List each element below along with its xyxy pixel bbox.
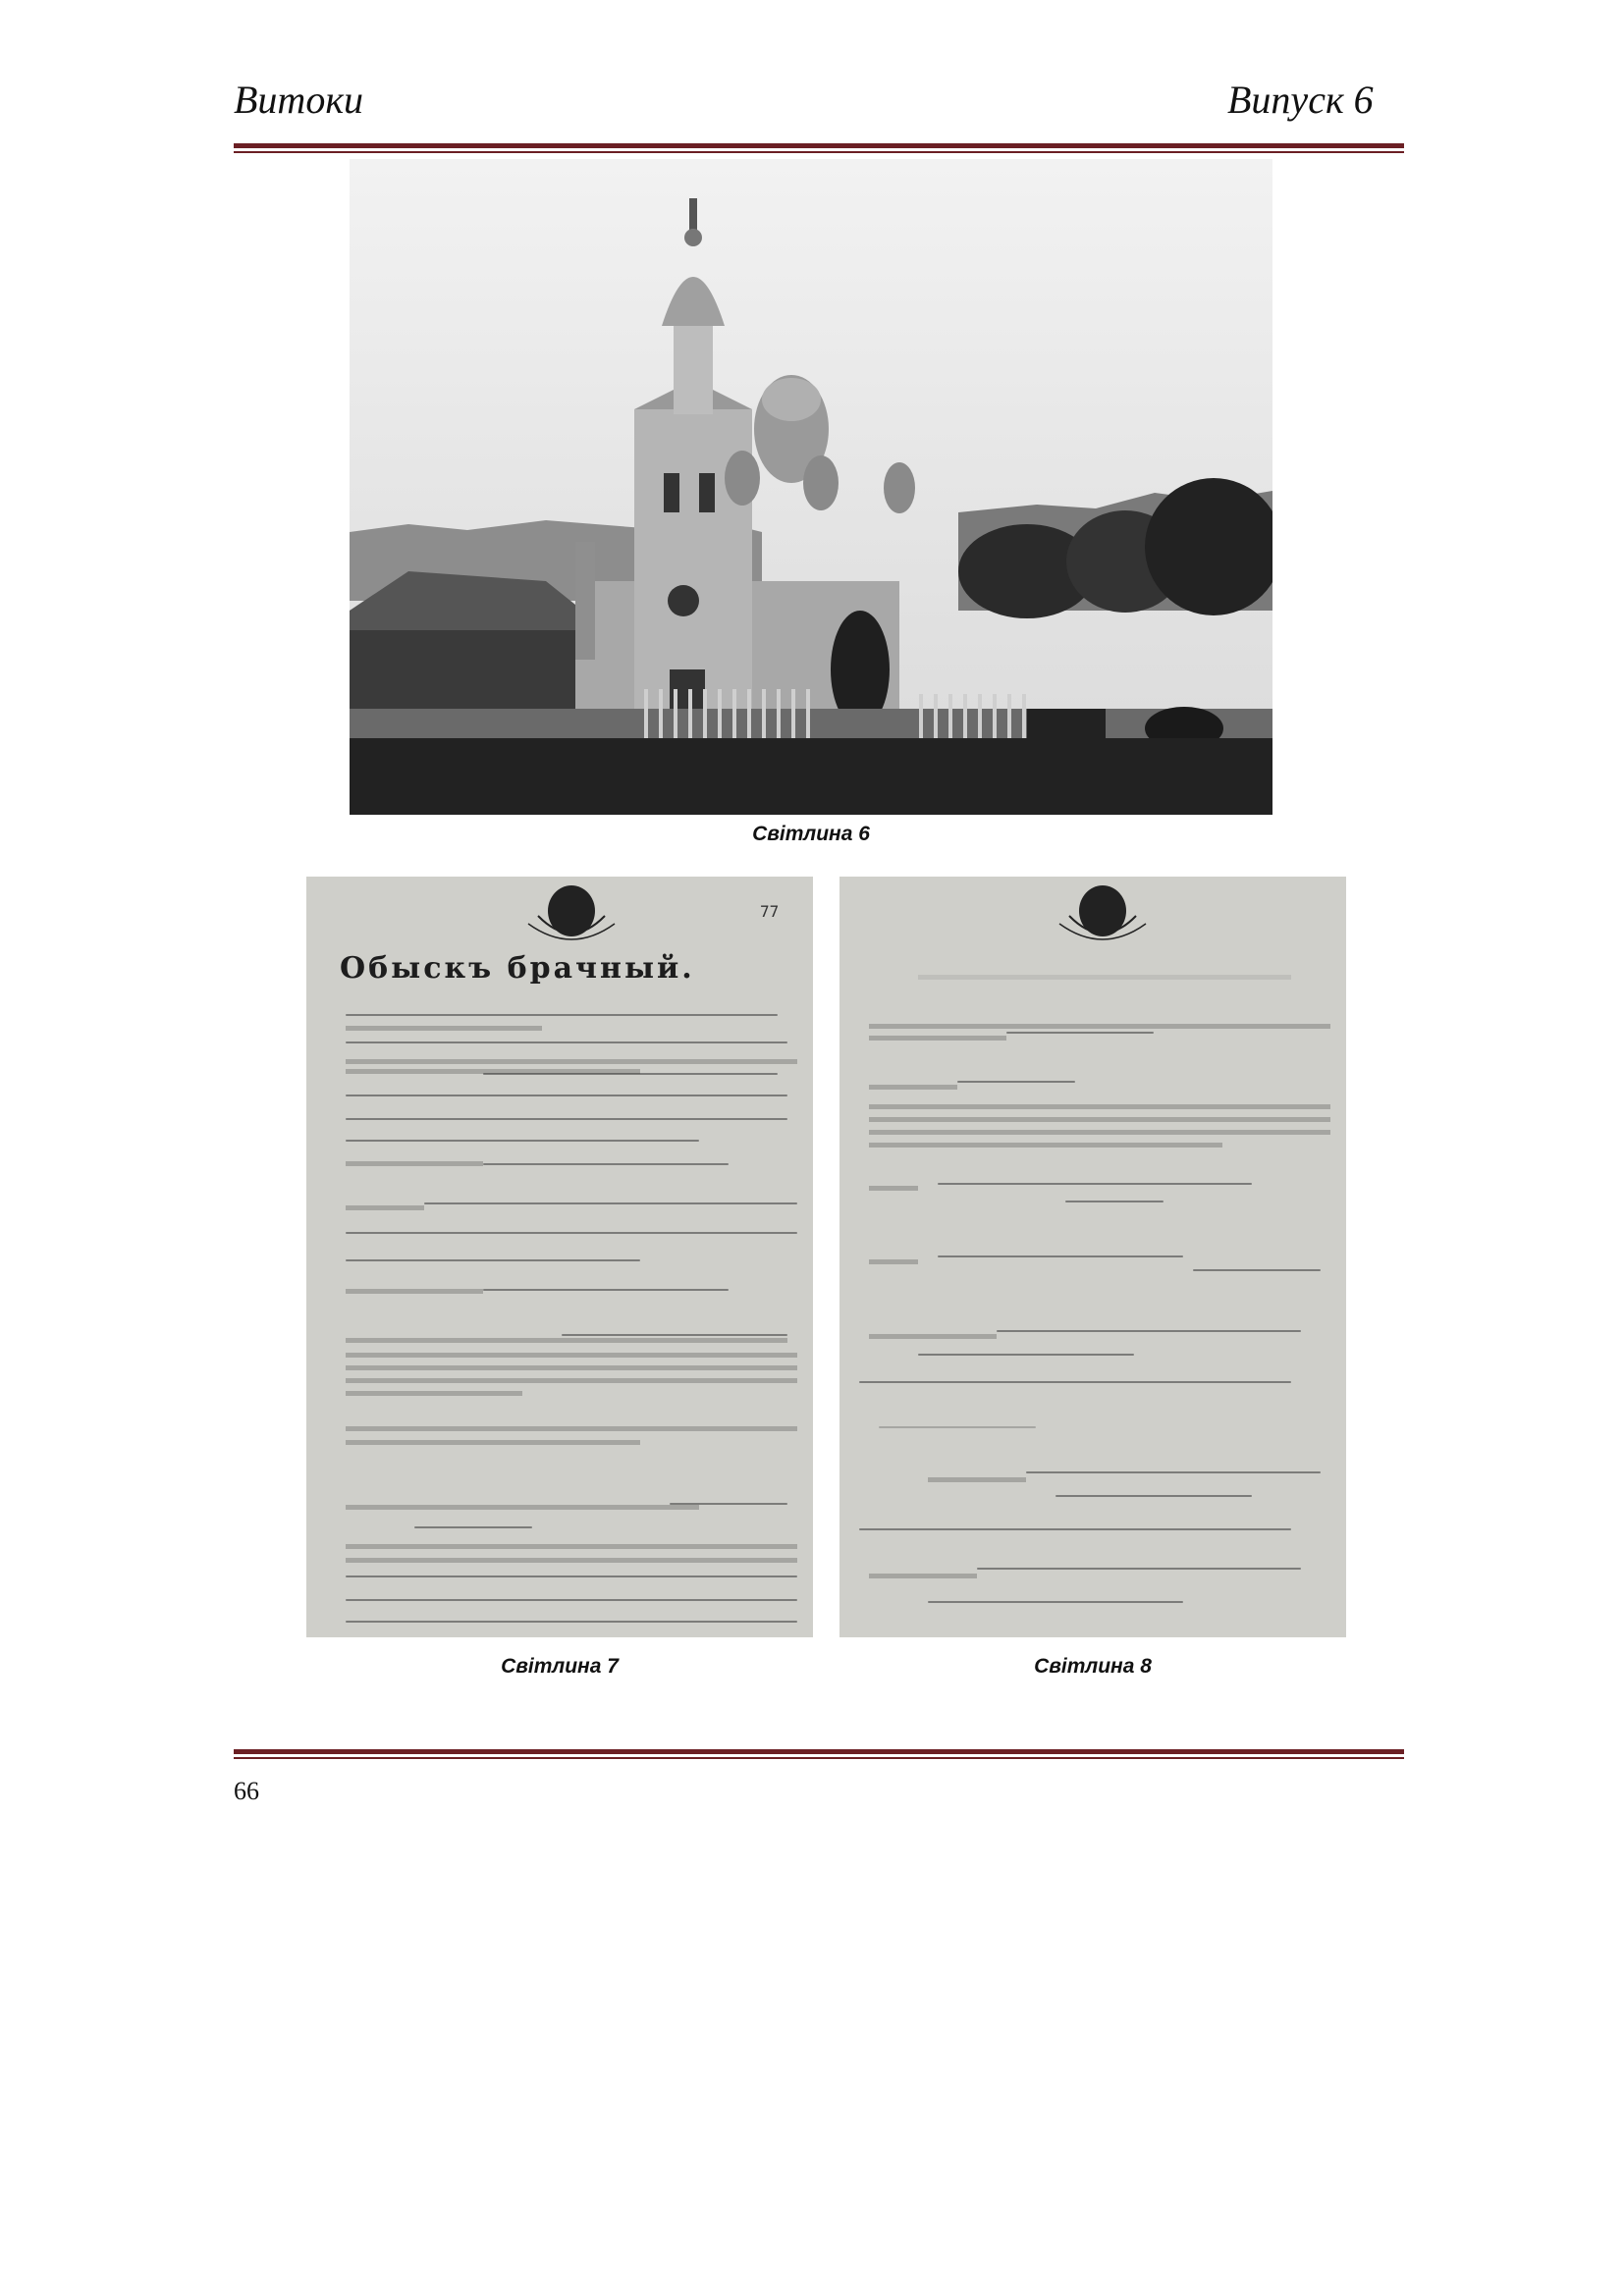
handwriting-line bbox=[1065, 1201, 1164, 1202]
handwriting-line bbox=[1006, 1032, 1154, 1034]
printed-line bbox=[346, 1338, 787, 1343]
handwriting-line bbox=[346, 1118, 787, 1120]
printed-line bbox=[869, 1036, 1006, 1041]
printed-line bbox=[869, 1085, 957, 1090]
printed-line bbox=[346, 1365, 797, 1370]
printed-line bbox=[869, 1186, 918, 1191]
printed-line bbox=[869, 1024, 1330, 1029]
header-rule-thick bbox=[234, 143, 1404, 148]
header-rule-thin bbox=[234, 151, 1404, 153]
printed-line bbox=[346, 1026, 542, 1031]
printed-line bbox=[869, 1334, 997, 1339]
record-number: 77 bbox=[760, 902, 780, 921]
printed-line bbox=[346, 1505, 699, 1510]
printed-line bbox=[869, 1104, 1330, 1109]
bleed-through-line bbox=[918, 975, 1291, 980]
printed-line bbox=[869, 1574, 977, 1578]
issue-title: Випуск 6 bbox=[1227, 78, 1374, 122]
handwriting-line bbox=[670, 1503, 787, 1505]
printed-line bbox=[869, 1130, 1330, 1135]
printed-line bbox=[346, 1558, 797, 1563]
caption-photo-6: Світлина 6 bbox=[752, 823, 870, 845]
handwriting-line bbox=[346, 1232, 797, 1234]
marriage-record-reverse-photo bbox=[839, 877, 1346, 1637]
handwriting-line bbox=[346, 1140, 699, 1142]
handwriting-line bbox=[859, 1381, 1291, 1383]
handwriting-line bbox=[997, 1330, 1301, 1332]
printed-line bbox=[346, 1289, 483, 1294]
footer-rule-thick bbox=[234, 1749, 1404, 1754]
printed-line bbox=[346, 1205, 424, 1210]
footer-rule-thin bbox=[234, 1757, 1404, 1759]
caption-photo-8: Світлина 8 bbox=[1034, 1655, 1152, 1678]
printed-line bbox=[346, 1544, 797, 1549]
printed-line bbox=[346, 1426, 797, 1431]
handwriting-line bbox=[346, 1259, 640, 1261]
handwriting-line bbox=[414, 1526, 532, 1528]
handwriting-line bbox=[928, 1601, 1183, 1603]
handwriting-line bbox=[424, 1202, 797, 1204]
double-eagle-emblem-icon bbox=[306, 877, 813, 1637]
church-photo-image bbox=[350, 159, 1272, 815]
church-photo bbox=[350, 159, 1272, 815]
handwriting-line bbox=[1056, 1495, 1252, 1497]
printed-line bbox=[346, 1161, 483, 1166]
page-number: 66 bbox=[234, 1777, 259, 1805]
handwriting-line bbox=[1193, 1269, 1321, 1271]
handwriting-line bbox=[346, 1041, 787, 1043]
handwriting-line bbox=[346, 1014, 778, 1016]
handwriting-line bbox=[483, 1073, 778, 1075]
handwriting-line bbox=[346, 1621, 797, 1623]
printed-line bbox=[346, 1391, 522, 1396]
handwriting-line bbox=[1026, 1471, 1321, 1473]
handwriting-line bbox=[918, 1354, 1134, 1356]
printed-line bbox=[346, 1440, 640, 1445]
printed-line bbox=[346, 1353, 797, 1358]
printed-line bbox=[869, 1143, 1222, 1148]
marriage-record-photo bbox=[306, 877, 813, 1637]
handwriting-line bbox=[938, 1183, 1252, 1185]
handwriting-line bbox=[977, 1568, 1301, 1570]
handwriting-line bbox=[346, 1095, 787, 1096]
printed-line bbox=[869, 1259, 918, 1264]
journal-title: Витоки bbox=[234, 78, 364, 122]
record-title: Обыскъ брачный. bbox=[340, 951, 695, 986]
caption-photo-7: Світлина 7 bbox=[501, 1655, 619, 1678]
handwriting-line bbox=[483, 1163, 729, 1165]
printed-line bbox=[346, 1378, 797, 1383]
printed-line bbox=[869, 1117, 1330, 1122]
handwriting-line bbox=[879, 1426, 1036, 1428]
handwriting-line bbox=[562, 1334, 787, 1336]
handwriting-line bbox=[483, 1289, 729, 1291]
handwriting-line bbox=[938, 1255, 1183, 1257]
handwriting-line bbox=[859, 1528, 1291, 1530]
handwriting-line bbox=[346, 1575, 797, 1577]
handwriting-line bbox=[346, 1599, 797, 1601]
handwriting-line bbox=[957, 1081, 1075, 1083]
printed-line bbox=[928, 1477, 1026, 1482]
printed-line bbox=[346, 1059, 797, 1064]
